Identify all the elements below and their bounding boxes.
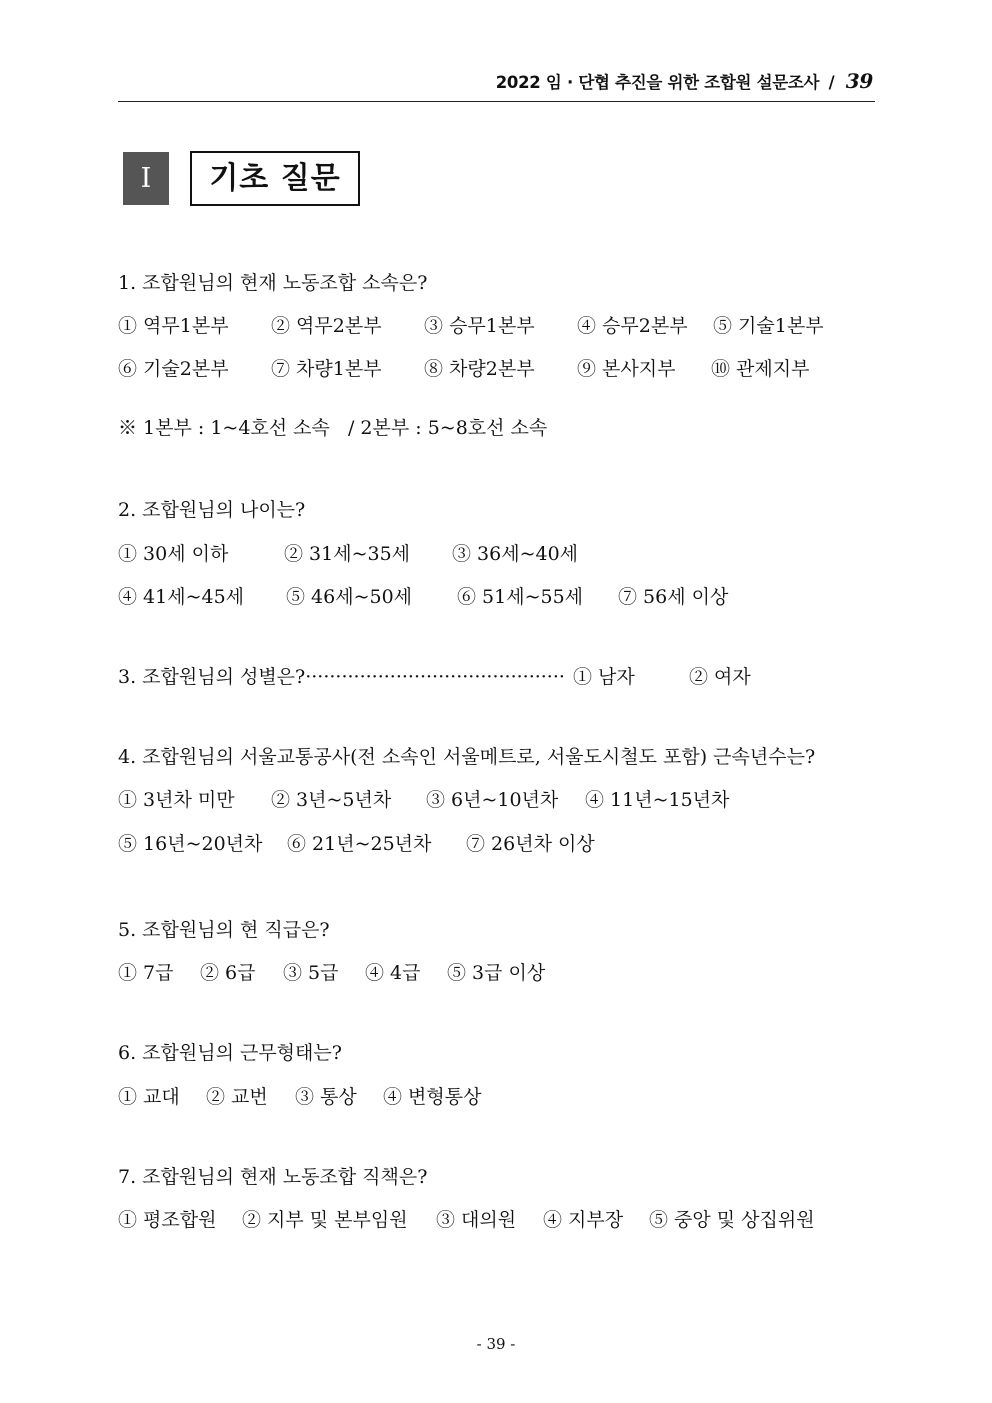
option: ② 교번 [206,1086,268,1108]
option: ① 3년차 미만 [118,789,235,811]
option: ② 지부 및 본부임원 [242,1209,408,1231]
option: ⑥ 51세~55세 [457,586,584,608]
option: ② 31세~35세 [284,543,411,565]
header-text [496,69,873,93]
option: ③ 통상 [295,1086,357,1108]
option: ⑩ 관제지부 [711,358,810,380]
option: ⑦ 26년차 이상 [466,833,595,855]
question-3-text: 3. 조합원님의 성별은?··········································· [118,666,565,688]
option: ① 평조합원 [118,1209,217,1231]
option: ③ 승무1본부 [424,315,535,337]
option: ⑥ 21년~25년차 [287,833,432,855]
option: ④ 11년~15년차 [585,789,730,811]
option: ① 30세 이하 [118,543,229,565]
option: ⑦ 56세 이상 [618,586,729,608]
option: ⑤ 중앙 및 상집위원 [649,1209,815,1231]
option: ⑦ 차량1본부 [271,358,382,380]
section-numeral: Ⅰ [123,152,169,205]
header-page-number: 39 [845,69,873,93]
option: ② 3년~5년차 [271,789,392,811]
option: ⑤ 16년~20년차 [118,833,263,855]
running-header [118,60,875,102]
option: ② 여자 [689,666,751,688]
section-title: 기초 질문 [190,151,360,206]
header-title: 2022 임 · 단협 추진을 위한 조합원 설문조사 [495,73,820,92]
option: ② 역무2본부 [271,315,382,337]
option: ⑥ 기술2본부 [118,358,229,380]
option: ④ 4급 [365,962,421,984]
option: ① 남자 [573,666,635,688]
page-footer: - 39 - [476,1335,516,1353]
option: ④ 변형통상 [383,1086,482,1108]
option: ① 7급 [118,962,174,984]
option: ④ 지부장 [543,1209,624,1231]
option: ⑨ 본사지부 [577,358,676,380]
option: ⑤ 기술1본부 [713,315,824,337]
option: ③ 대의원 [436,1209,517,1231]
option: ⑧ 차량2본부 [424,358,535,380]
option: ⑤ 3급 이상 [447,962,546,984]
option: ⑤ 46세~50세 [286,586,413,608]
header-separator: / [828,73,835,92]
option: ① 역무1본부 [118,315,229,337]
option: ① 교대 [118,1086,180,1108]
option: ④ 41세~45세 [118,586,245,608]
option: ③ 5급 [283,962,339,984]
option: ② 6급 [200,962,256,984]
option: ③ 6년~10년차 [426,789,559,811]
option: ④ 승무2본부 [577,315,688,337]
option: ③ 36세~40세 [452,543,579,565]
